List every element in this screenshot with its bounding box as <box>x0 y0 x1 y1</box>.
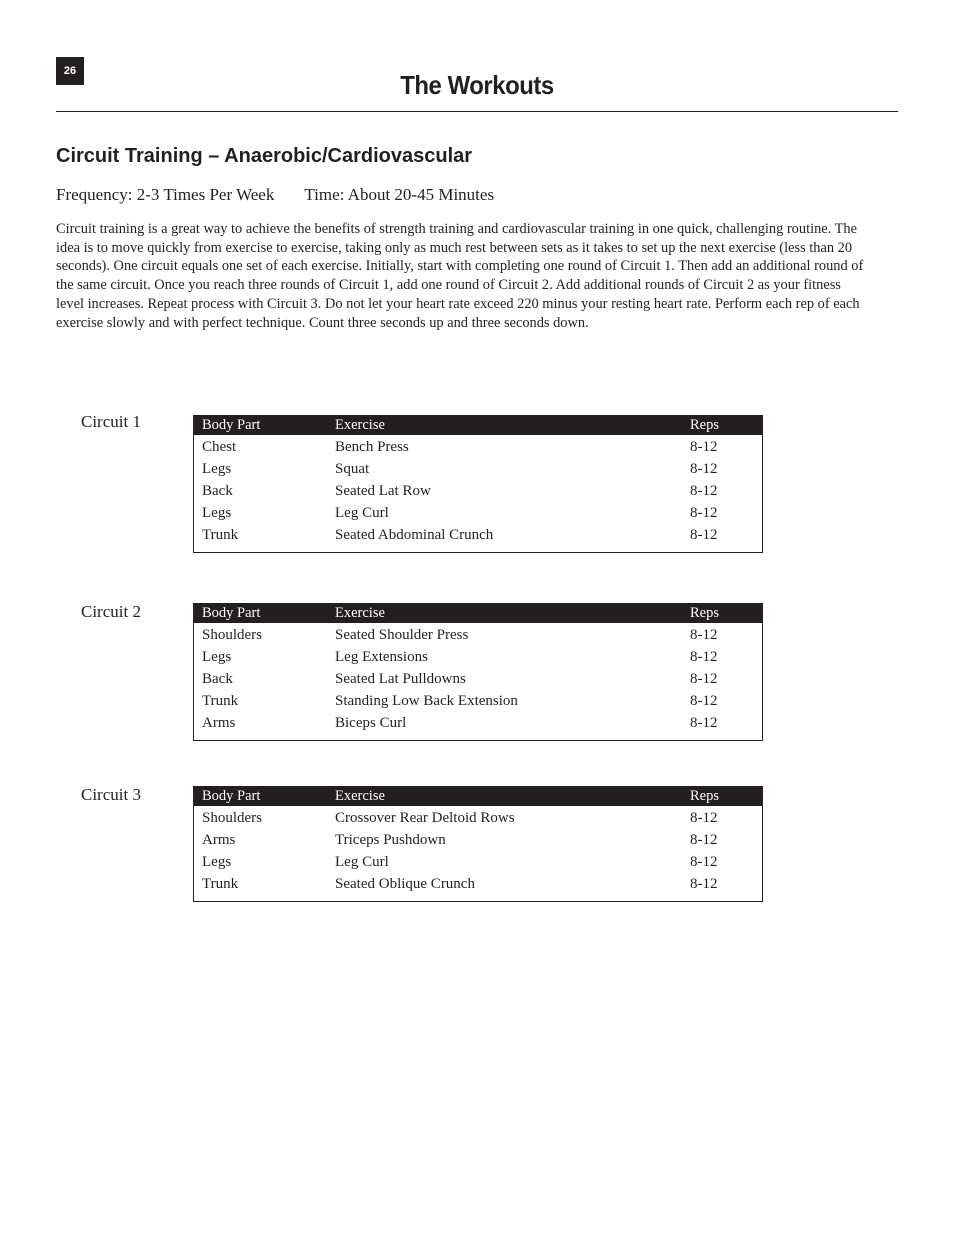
reps-cell: 8-12 <box>690 504 718 521</box>
circuit-2-label: Circuit 2 <box>81 602 141 621</box>
circuit-2-table <box>193 603 763 741</box>
body-part-cell: Trunk <box>202 875 239 892</box>
exercise-cell: Standing Low Back Extension <box>335 692 518 709</box>
table-row <box>194 458 762 480</box>
exercise-cell: Leg Curl <box>335 504 389 521</box>
frequency-line <box>56 185 494 205</box>
reps-cell: 8-12 <box>690 526 718 543</box>
header-body-part: Body Part <box>202 788 261 804</box>
exercise-cell: Biceps Curl <box>335 714 407 731</box>
exercise-cell: Seated Shoulder Press <box>335 626 469 643</box>
reps-cell: 8-12 <box>690 626 718 643</box>
table-row <box>194 712 762 734</box>
exercise-cell: Leg Extensions <box>335 648 428 665</box>
table-header <box>194 787 762 806</box>
reps-cell: 8-12 <box>690 648 718 665</box>
header-body-part: Body Part <box>202 417 261 433</box>
intro-paragraph: Circuit training is a great way to achieve the benefits of strength training and cardiovascular training in one quick, challenging routine. The idea is to move quickly from exercise to exercise, taking only as much rest between sets as it takes to set up the next exercise (less than 20 seconds). One circuit equals one set of each exercise. Initially, start with completing one round of Circuit 1. Then add an additional round of the same circuit. Once you reach three rounds of Circuit 1, add one round of Circuit 2. Add additional rounds of Circuit 2 as your fitness level increases. Repeat process with Circuit 3. Do not let your heart rate exceed 220 minus your resting heart rate. Perform each rep of each exercise slowly and with perfect technique. Count three seconds up and three seconds down. <box>56 221 864 331</box>
reps-cell: 8-12 <box>690 692 718 709</box>
page-title: The Workouts <box>400 70 554 100</box>
exercise-cell: Seated Lat Pulldowns <box>335 670 466 687</box>
body-part-cell: Trunk <box>202 526 239 543</box>
body-part-cell: Shoulders <box>202 809 262 826</box>
body-part-cell: Legs <box>202 460 232 477</box>
reps-cell: 8-12 <box>690 809 718 826</box>
reps-cell: 8-12 <box>690 875 718 892</box>
table-row <box>194 480 762 502</box>
header-reps: Reps <box>690 417 719 433</box>
table-row <box>194 829 762 851</box>
exercise-cell: Seated Abdominal Crunch <box>335 526 494 543</box>
header-exercise: Exercise <box>335 788 385 804</box>
circuit-1-label: Circuit 1 <box>81 412 141 431</box>
table-row <box>194 807 762 829</box>
frequency-text: Frequency: 2-3 Times Per Week <box>56 185 275 204</box>
circuit-1-table <box>193 415 763 553</box>
exercise-cell: Crossover Rear Deltoid Rows <box>335 809 515 826</box>
body-part-cell: Legs <box>202 504 232 521</box>
reps-cell: 8-12 <box>690 438 718 455</box>
title-divider <box>56 111 898 112</box>
header-reps: Reps <box>690 788 719 804</box>
table-header <box>194 416 762 435</box>
exercise-cell: Squat <box>335 460 370 477</box>
body-part-cell: Back <box>202 670 233 687</box>
table-row <box>194 524 762 546</box>
table-row <box>194 502 762 524</box>
table-header <box>194 604 762 623</box>
table-row <box>194 668 762 690</box>
table-row <box>194 873 762 895</box>
table-row <box>194 690 762 712</box>
header-body-part: Body Part <box>202 605 261 621</box>
reps-cell: 8-12 <box>690 853 718 870</box>
reps-cell: 8-12 <box>690 460 718 477</box>
reps-cell: 8-12 <box>690 670 718 687</box>
header-reps: Reps <box>690 605 719 621</box>
body-part-cell: Back <box>202 482 233 499</box>
reps-cell: 8-12 <box>690 482 718 499</box>
section-title: Circuit Training – Anaerobic/Cardiovascular <box>56 145 473 167</box>
reps-cell: 8-12 <box>690 714 718 731</box>
time-text: Time: About 20-45 Minutes <box>304 185 495 204</box>
header-exercise: Exercise <box>335 605 385 621</box>
exercise-cell: Bench Press <box>335 438 409 455</box>
table-row <box>194 851 762 873</box>
body-part-cell: Chest <box>202 438 237 455</box>
exercise-cell: Seated Lat Row <box>335 482 431 499</box>
body-part-cell: Arms <box>202 831 236 848</box>
body-part-cell: Trunk <box>202 692 239 709</box>
body-part-cell: Legs <box>202 648 232 665</box>
exercise-cell: Leg Curl <box>335 853 389 870</box>
exercise-cell: Seated Oblique Crunch <box>335 875 475 892</box>
table-row <box>194 624 762 646</box>
body-part-cell: Legs <box>202 853 232 870</box>
header-exercise: Exercise <box>335 417 385 433</box>
reps-cell: 8-12 <box>690 831 718 848</box>
body-part-cell: Arms <box>202 714 236 731</box>
page-number: 26 <box>56 57 84 85</box>
table-row <box>194 436 762 458</box>
table-row <box>194 646 762 668</box>
exercise-cell: Triceps Pushdown <box>335 831 446 848</box>
body-part-cell: Shoulders <box>202 626 262 643</box>
circuit-3-label: Circuit 3 <box>81 785 141 804</box>
circuit-3-table <box>193 786 763 902</box>
